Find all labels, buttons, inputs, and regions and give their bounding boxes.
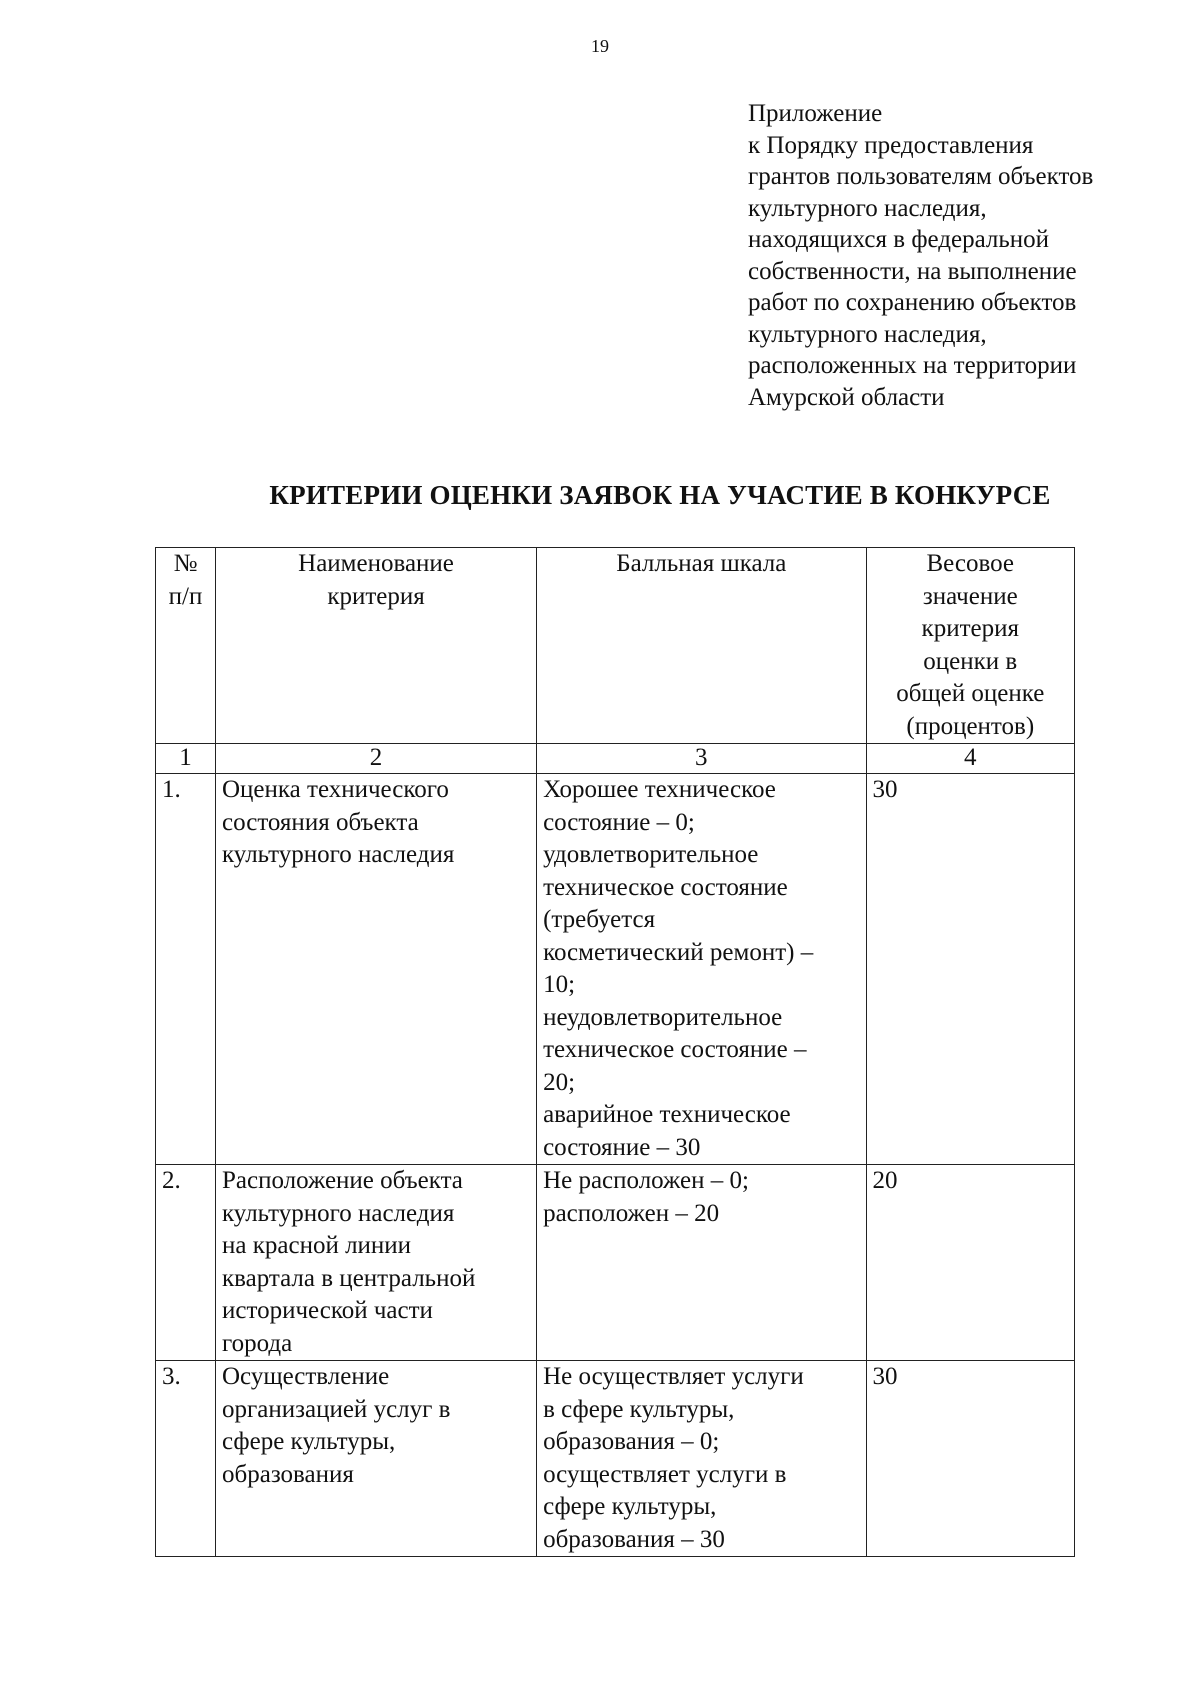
score-scale-line: расположен – 20 bbox=[543, 1199, 720, 1227]
score-scale-line: аварийное техническое bbox=[543, 1101, 791, 1128]
table-header-row bbox=[156, 548, 1075, 744]
score-scale-line: 20; bbox=[543, 1068, 576, 1096]
table-row bbox=[156, 774, 1075, 1165]
header-text: общей оценке bbox=[896, 680, 1045, 707]
header-text: п/п bbox=[168, 582, 203, 610]
column-number: 1 bbox=[156, 744, 216, 774]
appendix-line: культурного наследия, bbox=[748, 320, 987, 348]
score-scale-line: в сфере культуры, bbox=[543, 1395, 735, 1423]
score-scale-line: Не расположен – 0; bbox=[543, 1167, 749, 1194]
criterion-name-line: сфере культуры, bbox=[222, 1428, 396, 1455]
score-scale-line: образования – 30 bbox=[543, 1525, 725, 1553]
appendix-line: культурного наследия, bbox=[748, 194, 987, 222]
criterion-name-line: на красной линии bbox=[222, 1232, 412, 1259]
header-text: Весовое bbox=[926, 550, 1015, 577]
header-weight bbox=[866, 548, 1074, 744]
score-scale-line: Хорошее техническое bbox=[543, 776, 776, 803]
column-number: 3 bbox=[537, 744, 866, 774]
column-number: 2 bbox=[216, 744, 537, 774]
criterion-name-line: Оценка технического bbox=[222, 776, 449, 803]
score-scale-line: 10; bbox=[543, 971, 576, 998]
criterion-name-line: организацией услуг в bbox=[222, 1395, 451, 1423]
score-scale-line: состояние – 0; bbox=[543, 808, 695, 836]
appendix-line: Приложение bbox=[748, 100, 883, 127]
header-text: Наименование bbox=[298, 550, 454, 577]
score-scale-line: состояние – 30 bbox=[543, 1133, 701, 1161]
criterion-name-line: квартала в центральной bbox=[222, 1264, 476, 1292]
score-scale-line: образования – 0; bbox=[543, 1428, 720, 1455]
criterion-name-line: культурного наследия bbox=[222, 841, 455, 868]
score-scale bbox=[537, 774, 866, 1165]
score-scale-line: удовлетворительное bbox=[543, 841, 759, 868]
criterion-name bbox=[216, 1165, 537, 1361]
criterion-name-line: исторической части bbox=[222, 1297, 433, 1324]
header-text: критерия bbox=[327, 582, 425, 610]
appendix-line: расположенных на территории bbox=[748, 352, 1077, 379]
score-scale-line: Не осуществляет услуги bbox=[543, 1363, 804, 1390]
score-scale-line: техническое состояние bbox=[543, 873, 788, 901]
criterion-name-line: Расположение объекта bbox=[222, 1167, 463, 1194]
header-scale bbox=[537, 548, 866, 744]
criterion-name-line: состояния объекта bbox=[222, 808, 419, 836]
criteria-table bbox=[155, 547, 1075, 1557]
appendix-line: к Порядку предоставления bbox=[748, 131, 1034, 159]
criterion-name bbox=[216, 1361, 537, 1557]
score-scale-line: неудовлетворительное bbox=[543, 1003, 783, 1031]
column-number-row bbox=[156, 744, 1075, 774]
score-scale bbox=[537, 1165, 866, 1361]
score-scale-line: техническое состояние – bbox=[543, 1036, 807, 1063]
score-scale-line: (требуется bbox=[543, 906, 656, 933]
score-scale-line: косметический ремонт) – bbox=[543, 938, 814, 966]
criterion-weight: 30 bbox=[866, 1361, 1074, 1557]
appendix-line: собственности, на выполнение bbox=[748, 257, 1077, 285]
criterion-weight: 30 bbox=[866, 774, 1074, 1165]
document-title: КРИТЕРИИ ОЦЕНКИ ЗАЯВОК НА УЧАСТИЕ В КОНКУРСЕ bbox=[269, 480, 1051, 510]
appendix-line: грантов пользователям объектов bbox=[748, 163, 1094, 190]
header-text: оценки в bbox=[923, 647, 1018, 675]
header-text: (процентов) bbox=[906, 712, 1035, 740]
table-row bbox=[156, 1361, 1075, 1557]
appendix-note bbox=[748, 98, 1188, 413]
header-text: значение bbox=[922, 582, 1018, 610]
header-num bbox=[156, 548, 216, 744]
score-scale bbox=[537, 1361, 866, 1557]
criterion-name-line: культурного наследия bbox=[222, 1199, 455, 1227]
row-number: 1. bbox=[156, 774, 216, 1165]
score-scale-line: осуществляет услуги в bbox=[543, 1460, 787, 1488]
score-scale-line: сфере культуры, bbox=[543, 1493, 717, 1520]
column-number: 4 bbox=[866, 744, 1074, 774]
table-row bbox=[156, 1165, 1075, 1361]
appendix-line: находящихся в федеральной bbox=[748, 226, 1050, 253]
page-number: 19 bbox=[591, 36, 609, 56]
criterion-weight: 20 bbox=[866, 1165, 1074, 1361]
appendix-line: работ по сохранению объектов bbox=[748, 289, 1077, 316]
appendix-line: Амурской области bbox=[748, 383, 945, 411]
header-text: № bbox=[173, 550, 198, 577]
header-text: Балльная шкала bbox=[616, 550, 787, 577]
row-number: 2. bbox=[156, 1165, 216, 1361]
criterion-name-line: города bbox=[222, 1329, 293, 1357]
header-text: критерия bbox=[921, 615, 1019, 642]
row-number: 3. bbox=[156, 1361, 216, 1557]
header-name bbox=[216, 548, 537, 744]
criterion-name-line: образования bbox=[222, 1460, 354, 1488]
criterion-name bbox=[216, 774, 537, 1165]
criterion-name-line: Осуществление bbox=[222, 1363, 390, 1390]
